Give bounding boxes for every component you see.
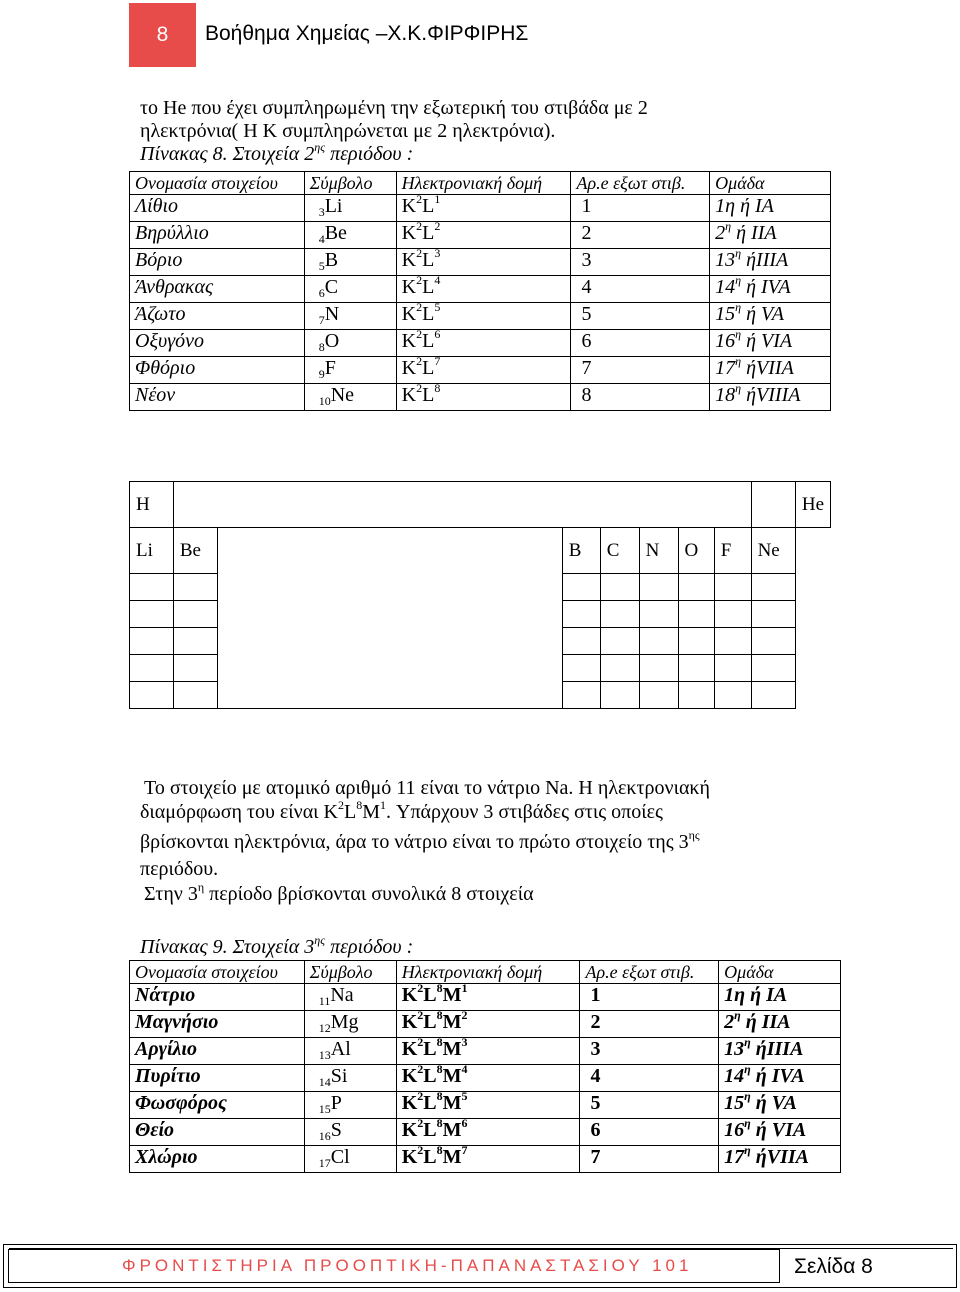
table-row: [130, 357, 831, 384]
table8-header-cell: Αρ.e εξωτ στιβ.: [571, 172, 710, 195]
element-symbol: $_{12}$Mg: [304, 1011, 396, 1038]
element-name: Πυρίτιο: [130, 1065, 305, 1092]
element-group: $18^\eta$ ήVIIIA: [710, 384, 831, 411]
table8-header-row: [130, 172, 831, 195]
table9-caption: Πίνακας 9. Στοιχεία $3^{\eta\varsigma}$ περιόδου :: [140, 933, 414, 958]
cell-f: F: [714, 528, 751, 574]
table8-caption: Πίνακας 8. Στοιχεία $2^{\eta\varsigma}$ περιόδου :: [140, 140, 414, 165]
atomic-number: 13: [318, 1048, 331, 1062]
cell-h: H: [130, 482, 174, 528]
page-number: 8: [156, 23, 169, 46]
element-group: $2^\eta$ ή ΙΙΑ: [719, 1011, 841, 1038]
outer-electrons: 1: [571, 195, 710, 222]
electron-config: $K^2L^8$: [396, 384, 571, 411]
table-period-3: [129, 960, 841, 1173]
outer-electrons: 3: [580, 1038, 719, 1065]
table-row: [130, 1119, 841, 1146]
table8-header-cell: Ονομασία στοιχείου: [130, 172, 305, 195]
electron-config: $K^2L^8M^4$: [396, 1065, 580, 1092]
element-group: $16^\eta$ ή VIA: [710, 330, 831, 357]
table-row: [130, 384, 831, 411]
table-row: [130, 984, 841, 1011]
element-symbol: $_9$F: [304, 357, 396, 384]
footer-page: Σελίδα 8: [794, 1255, 873, 1278]
outer-electrons: 5: [571, 303, 710, 330]
text-line-4: περιόδου.: [140, 858, 219, 880]
atomic-number: 17: [318, 1156, 331, 1170]
element-symbol: $_{15}$P: [304, 1092, 396, 1119]
element-symbol: $_{13}$Al: [304, 1038, 396, 1065]
intro-line-1: το He που έχει συμπληρωμένη την εξωτερική του στιβάδα με 2: [140, 97, 648, 119]
text-line-3: βρίσκονται ηλεκτρόνια, άρα το νάτριο είναι το πρώτο στοιχείο της $3^{\eta\varsigma}$: [140, 828, 700, 853]
electron-config: $K^2L^8M^2$: [396, 1011, 580, 1038]
element-group: 1η ή ΙΑ: [710, 195, 831, 222]
atomic-number: 7: [318, 313, 325, 327]
element-name: Φθόριο: [130, 357, 305, 384]
electron-config: $K^2L^8M^1$: [396, 984, 580, 1011]
atomic-number: 8: [318, 340, 325, 354]
table9-header-cell: Ονομασία στοιχείου: [130, 961, 305, 984]
atomic-number: 12: [318, 1021, 331, 1035]
outer-electrons: 6: [580, 1119, 719, 1146]
element-name: Άζωτο: [130, 303, 305, 330]
element-symbol: $_{16}$S: [304, 1119, 396, 1146]
table-row: [130, 1146, 841, 1173]
element-name: Χλώριο: [130, 1146, 305, 1173]
table-row: [130, 1065, 841, 1092]
outer-electrons: 6: [571, 330, 710, 357]
element-symbol: $_{11}$Na: [304, 984, 396, 1011]
electron-config: $K^2L^1$: [396, 195, 571, 222]
atomic-number: 10: [318, 394, 331, 408]
electron-config: $K^2L^5$: [396, 303, 571, 330]
table-row: [130, 330, 831, 357]
cell-c: C: [600, 528, 639, 574]
element-group: $14^\eta$ ή IVA: [719, 1065, 841, 1092]
outer-electrons: 8: [571, 384, 710, 411]
table9-header-cell: Ηλεκτρονιακή δομή: [396, 961, 580, 984]
element-group: $17^\eta$ ήVIIA: [719, 1146, 841, 1173]
table-row: [130, 1092, 841, 1119]
element-group: $15^\eta$ ή VA: [710, 303, 831, 330]
atomic-number: 14: [318, 1075, 331, 1089]
element-symbol: $_{10}$Ne: [304, 384, 396, 411]
element-symbol: $_{17}$Cl: [304, 1146, 396, 1173]
table8-header-cell: Σύμβολο: [304, 172, 396, 195]
element-group: $13^\eta$ ήΙΙΙΑ: [719, 1038, 841, 1065]
element-symbol: $_7$N: [304, 303, 396, 330]
outer-electrons: 3: [571, 249, 710, 276]
element-symbol: $_8$O: [304, 330, 396, 357]
table9-header-cell: Αρ.e εξωτ στιβ.: [580, 961, 719, 984]
atomic-number: 5: [318, 259, 325, 273]
element-name: Θείο: [130, 1119, 305, 1146]
electron-config: $K^2L^8M^6$: [396, 1119, 580, 1146]
text-line-2: διαμόρφωση του είναι $K^2L^8M^1$. Υπάρχουν 3 στιβάδες στις οποίες: [140, 798, 663, 823]
outer-electrons: 4: [571, 276, 710, 303]
electron-config: $K^2L^6$: [396, 330, 571, 357]
element-group: $14^\eta$ ή IVA: [710, 276, 831, 303]
electron-config: $K^2L^7$: [396, 357, 571, 384]
text-line-5: Στην $3^\eta$ περίοδο βρίσκονται συνολικά 8 στοιχεία: [144, 880, 534, 905]
element-symbol: $_3$Li: [304, 195, 396, 222]
outer-electrons: 2: [580, 1011, 719, 1038]
table9-header-row: [130, 961, 841, 984]
table-row: [130, 276, 831, 303]
element-name: Βόριο: [130, 249, 305, 276]
table8-header-cell: Ομάδα: [710, 172, 831, 195]
electron-config: $K^2L^8M^7$: [396, 1146, 580, 1173]
element-name: Οξυγόνο: [130, 330, 305, 357]
footer-text: ΦΡΟΝΤΙΣΤΗΡΙΑ ΠΡΟΟΠΤΙΚΗ-ΠΑΠΑΝΑΣΤΑΣΙΟΥ 101: [122, 1256, 693, 1275]
outer-electrons: 4: [580, 1065, 719, 1092]
element-symbol: $_4$Be: [304, 222, 396, 249]
cell-n: N: [639, 528, 678, 574]
element-name: Μαγνήσιο: [130, 1011, 305, 1038]
atomic-number: 4: [318, 232, 325, 246]
table-period-2: [129, 171, 831, 411]
table-row: [130, 1038, 841, 1065]
atomic-number: 15: [318, 1102, 331, 1116]
electron-config: $K^2L^8M^5$: [396, 1092, 580, 1119]
element-name: Νάτριο: [130, 984, 305, 1011]
table-row: [130, 249, 831, 276]
element-group: $2^\eta$ ή ΙΙΑ: [710, 222, 831, 249]
cell-be: Be: [173, 528, 217, 574]
cell-o: O: [678, 528, 714, 574]
element-name: Βηρύλλιο: [130, 222, 305, 249]
element-name: Φωσφόρος: [130, 1092, 305, 1119]
outer-electrons: 1: [580, 984, 719, 1011]
table8-header-cell: Ηλεκτρονιακή δομή: [396, 172, 571, 195]
table-row: [130, 222, 831, 249]
atomic-number: 9: [318, 367, 325, 381]
footer: [3, 1244, 957, 1288]
element-name: Νέον: [130, 384, 305, 411]
intro-line-2: ηλεκτρόνια( Η Κ συμπληρώνεται με 2 ηλεκτρόνια).: [140, 120, 556, 142]
cell-ne: Ne: [751, 528, 795, 574]
atomic-number: 6: [318, 286, 325, 300]
electron-config: $K^2L^3$: [396, 249, 571, 276]
table9-header-cell: Ομάδα: [719, 961, 841, 984]
element-group: 1η ή ΙΑ: [719, 984, 841, 1011]
element-symbol: $_6$C: [304, 276, 396, 303]
element-symbol: $_{14}$Si: [304, 1065, 396, 1092]
periodic-table-sketch: [129, 481, 831, 709]
table-row: [130, 303, 831, 330]
outer-electrons: 7: [580, 1146, 719, 1173]
atomic-number: 11: [318, 994, 331, 1008]
atomic-number: 16: [318, 1129, 331, 1143]
element-group: $17^\eta$ ήVIIA: [710, 357, 831, 384]
cell-he: He: [795, 482, 830, 528]
text-line-1: Το στοιχείο με ατομικό αριθμό 11 είναι το νάτριο Na. Η ηλεκτρονιακή: [144, 777, 710, 799]
element-group: $16^\eta$ ή VIA: [719, 1119, 841, 1146]
element-name: Άνθρακας: [130, 276, 305, 303]
element-name: Αργίλιο: [130, 1038, 305, 1065]
element-group: $15^\eta$ ή VA: [719, 1092, 841, 1119]
electron-config: $K^2L^8M^3$: [396, 1038, 580, 1065]
page-number-box: [129, 3, 196, 67]
table-row: [130, 195, 831, 222]
table9-header-cell: Σύμβολο: [304, 961, 396, 984]
cell-b: B: [562, 528, 600, 574]
cell-li: Li: [130, 528, 174, 574]
element-symbol: $_5$B: [304, 249, 396, 276]
element-name: Λίθιο: [130, 195, 305, 222]
outer-electrons: 7: [571, 357, 710, 384]
header-title: Βοήθημα Χημείας –Χ.Κ.ΦΙΡΦΙΡΗΣ: [205, 22, 529, 45]
outer-electrons: 5: [580, 1092, 719, 1119]
atomic-number: 3: [318, 205, 325, 219]
element-group: $13^\eta$ ήΙΙΙΑ: [710, 249, 831, 276]
outer-electrons: 2: [571, 222, 710, 249]
table-row: [130, 1011, 841, 1038]
electron-config: $K^2L^4$: [396, 276, 571, 303]
electron-config: $K^2L^2$: [396, 222, 571, 249]
